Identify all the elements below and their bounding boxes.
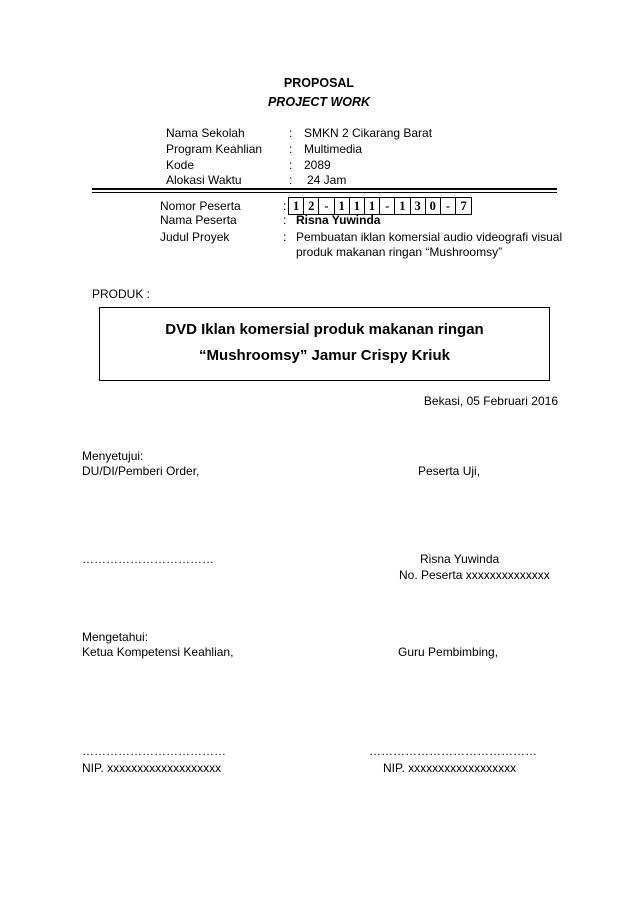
time-allocation-label: Alokasi Waktu — [166, 173, 242, 187]
place-date: Bekasi, 05 Februari 2016 — [423, 394, 558, 408]
signature-dots-right: …………………………………… — [369, 744, 537, 758]
colon: : — [289, 158, 293, 172]
number-digit: 1 — [365, 198, 380, 214]
divider-thick — [92, 188, 557, 190]
head-of-competency-label: Ketua Kompetensi Keahlian, — [82, 645, 234, 659]
du-di-label: DU/DI/Pemberi Order, — [82, 464, 200, 478]
test-participant-label: Peserta Uji, — [418, 464, 481, 478]
colon: : — [289, 173, 293, 187]
product-box — [99, 307, 550, 381]
project-title-line2: produk makanan ringan “Mushroomsy” — [296, 245, 503, 259]
program-label: Program Keahlian — [166, 142, 263, 156]
participant-signature-name: Risna Yuwinda — [420, 552, 500, 566]
number-digit: 2 — [304, 198, 319, 214]
time-allocation-value: 24 Jam — [307, 173, 347, 187]
product-label: PRODUK : — [92, 287, 151, 301]
number-digit: 1 — [335, 198, 350, 214]
supervising-teacher-label: Guru Pembimbing, — [398, 645, 499, 659]
product-line2: “Mushroomsy” Jamur Crispy Kriuk — [199, 347, 450, 364]
colon: : — [283, 230, 287, 244]
colon: : — [283, 213, 287, 227]
divider-thin — [92, 192, 557, 193]
participant-name-value: Risna Yuwinda — [296, 213, 381, 227]
nip-right: NIP. xxxxxxxxxxxxxxxxxx — [383, 761, 517, 775]
project-title-label: Judul Proyek — [160, 230, 230, 244]
approved-heading: Menyetujui: — [82, 449, 144, 463]
project-title-line1: Pembuatan iklan komersial audio videografi visual — [296, 230, 563, 244]
school-name-label: Nama Sekolah — [166, 126, 245, 140]
participant-signature-number: No. Peserta xxxxxxxxxxxxxx — [399, 568, 550, 582]
number-digit: 0 — [426, 198, 441, 214]
document-subtitle: PROJECT WORK — [267, 95, 371, 109]
school-name-value: SMKN 2 Cikarang Barat — [304, 126, 433, 140]
code-label: Kode — [166, 158, 195, 172]
number-digit: - — [441, 198, 456, 214]
colon: : — [283, 199, 287, 213]
number-digit: - — [319, 198, 334, 214]
acknowledged-heading: Mengetahui: — [82, 630, 149, 644]
number-digit: 1 — [289, 198, 304, 214]
signature-dots-left-2: ……………………………… — [82, 744, 226, 758]
number-digit: 3 — [411, 198, 426, 214]
program-value: Multimedia — [304, 142, 363, 156]
nip-left: NIP. xxxxxxxxxxxxxxxxxxx — [82, 761, 222, 775]
code-value: 2089 — [304, 158, 331, 172]
number-digit: 1 — [395, 198, 410, 214]
participant-number-label: Nomor Peserta — [160, 199, 241, 213]
participant-name-label: Nama Peserta — [160, 213, 237, 227]
number-digit: 1 — [350, 198, 365, 214]
document-title: PROPOSAL — [283, 76, 355, 90]
colon: : — [289, 126, 293, 140]
number-digit: 7 — [460, 199, 467, 213]
colon: : — [289, 142, 293, 156]
signature-dots-left: …………………………… — [82, 552, 214, 566]
number-digit: - — [380, 198, 395, 214]
product-line1: DVD Iklan komersial produk makanan ringan — [165, 321, 484, 338]
